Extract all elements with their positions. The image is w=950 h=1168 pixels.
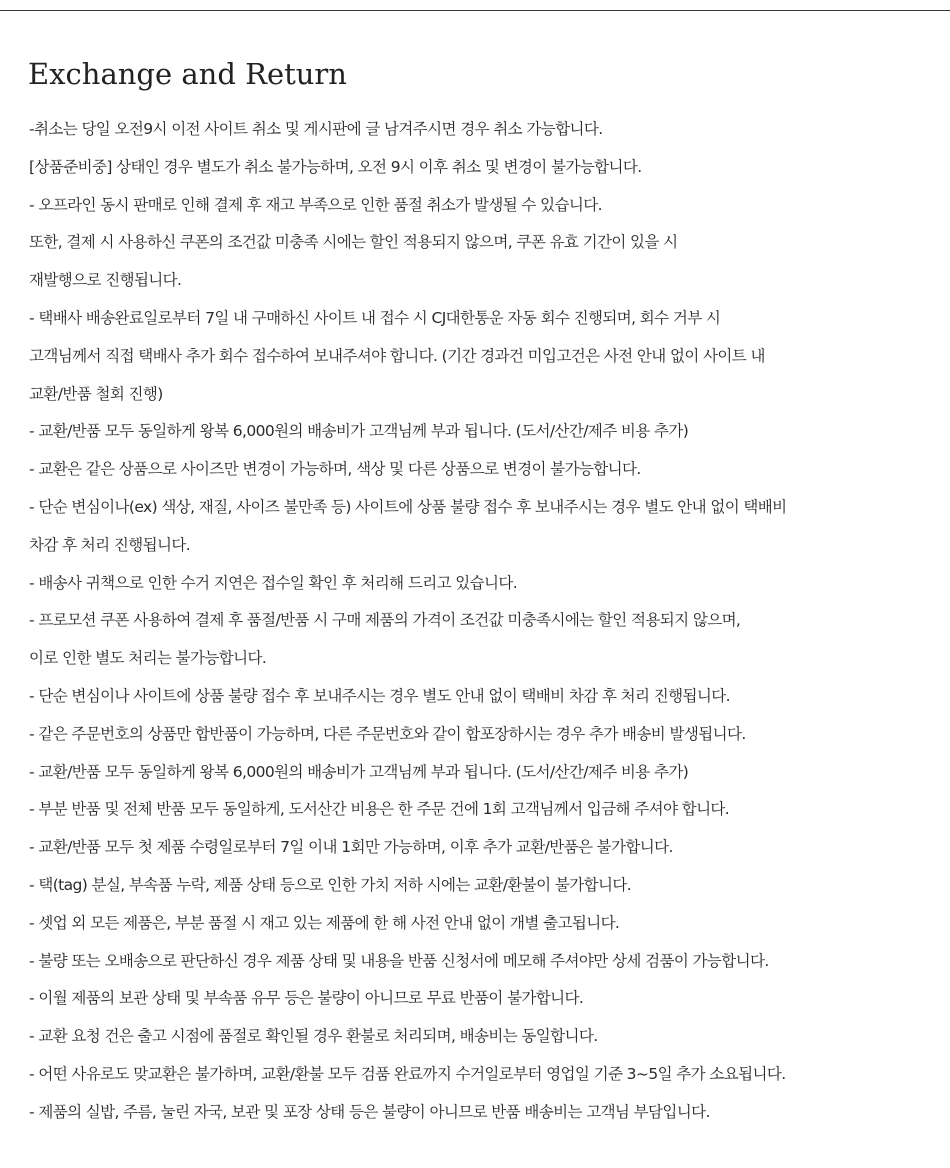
policy-line: - 단순 변심이나(ex) 색상, 재질, 사이즈 불만족 등) 사이트에 상품 불량 접수 후 보내주시는 경우 별도 안내 없이 택배비 bbox=[29, 497, 787, 516]
policy-line: - 셋업 외 모든 제품은, 부분 품절 시 재고 있는 제품에 한 해 사전 안내 없이 개별 출고됩니다. bbox=[29, 913, 620, 932]
top-divider bbox=[0, 10, 950, 11]
policy-line: - 교환/반품 모두 첫 제품 수령일로부터 7일 이내 1회만 가능하며, 이후 추가 교환/반품은 불가합니다. bbox=[29, 838, 673, 857]
policy-line: - 배송사 귀책으로 인한 수거 지연은 접수일 확인 후 처리해 드리고 있습니다. bbox=[29, 573, 518, 592]
policy-line: 고객님께서 직접 택배사 추가 회수 접수하여 보내주셔야 합니다. (기간 경과건 미입고건은 사전 안내 없이 사이트 내 bbox=[29, 346, 765, 365]
policy-line: - 교환은 같은 상품으로 사이즈만 변경이 가능하며, 색상 및 다른 상품으로 변경이 불가능합니다. bbox=[29, 460, 641, 479]
policy-line: - 교환/반품 모두 동일하게 왕복 6,000원의 배송비가 고객님께 부과 됩니다. (도서/산간/제주 비용 추가) bbox=[29, 422, 689, 441]
policy-line: - 부분 반품 및 전체 반품 모두 동일하게, 도서산간 비용은 한 주문 건에 1회 고객님께서 입금해 주셔야 합니다. bbox=[29, 800, 730, 819]
policy-line: - 제품의 실밥, 주름, 눌린 자국, 보관 및 포장 상태 등은 불량이 아니므로 반품 배송비는 고객님 부담입니다. bbox=[29, 1102, 710, 1121]
policy-line: 재발행으로 진행됩니다. bbox=[29, 271, 182, 290]
policy-line: - 택(tag) 분실, 부속품 누락, 제품 상태 등으로 인한 가치 저하 시에는 교환/환불이 불가합니다. bbox=[29, 875, 632, 894]
policy-line: - 같은 주문번호의 상품만 합반품이 가능하며, 다른 주문번호와 같이 합포장하시는 경우 추가 배송비 발생됩니다. bbox=[29, 724, 746, 743]
policy-line: [상품준비중] 상태인 경우 별도가 취소 불가능하며, 오전 9시 이후 취소 및 변경이 불가능합니다. bbox=[29, 157, 642, 176]
policy-line: - 오프라인 동시 판매로 인해 결제 후 재고 부족으로 인한 품절 취소가 발생될 수 있습니다. bbox=[29, 195, 602, 214]
policy-line: 이로 인한 별도 처리는 불가능합니다. bbox=[29, 649, 267, 668]
page-title: Exchange and Return bbox=[28, 57, 347, 91]
policy-line: -취소는 당일 오전9시 이전 사이트 취소 및 게시판에 글 남겨주시면 경우 취소 가능합니다. bbox=[29, 120, 603, 138]
policy-line: 교환/반품 철회 진행) bbox=[29, 384, 163, 403]
policy-line: - 이월 제품의 보관 상태 및 부속품 유무 등은 불량이 아니므로 무료 반품이 불가합니다. bbox=[29, 989, 584, 1008]
policy-line: - 택배사 배송완료일로부터 7일 내 구매하신 사이트 내 접수 시 CJ대한통운 자동 회수 진행되며, 회수 거부 시 bbox=[29, 308, 721, 327]
policy-line: - 불량 또는 오배송으로 판단하신 경우 제품 상태 및 내용을 반품 신청서에 메모해 주셔야만 상세 검품이 가능합니다. bbox=[29, 951, 769, 970]
policy-line: - 프로모션 쿠폰 사용하여 결제 후 품절/반품 시 구매 제품의 가격이 조건값 미충족시에는 할인 적용되지 않으며, bbox=[29, 611, 741, 630]
policy-line: - 교환/반품 모두 동일하게 왕복 6,000원의 배송비가 고객님께 부과 됩니다. (도서/산간/제주 비용 추가) bbox=[29, 762, 689, 781]
policy-line: 차감 후 처리 진행됩니다. bbox=[29, 535, 191, 554]
policy-line: 또한, 결제 시 사용하신 쿠폰의 조건값 미충족 시에는 할인 적용되지 않으며, 쿠폰 유효 기간이 있을 시 bbox=[29, 233, 678, 252]
policy-line: - 교환 요청 건은 출고 시점에 품절로 확인될 경우 환불로 처리되며, 배송비는 동일합니다. bbox=[29, 1027, 598, 1046]
policy-line: - 단순 변심이나 사이트에 상품 불량 접수 후 보내주시는 경우 별도 안내 없이 택배비 차감 후 처리 진행됩니다. bbox=[29, 686, 730, 705]
policy-text-block bbox=[29, 111, 944, 1132]
policy-line: - 어떤 사유로도 맞교환은 불가하며, 교환/환불 모두 검품 완료까지 수거일로부터 영업일 기준 3~5일 추가 소요됩니다. bbox=[29, 1064, 786, 1083]
